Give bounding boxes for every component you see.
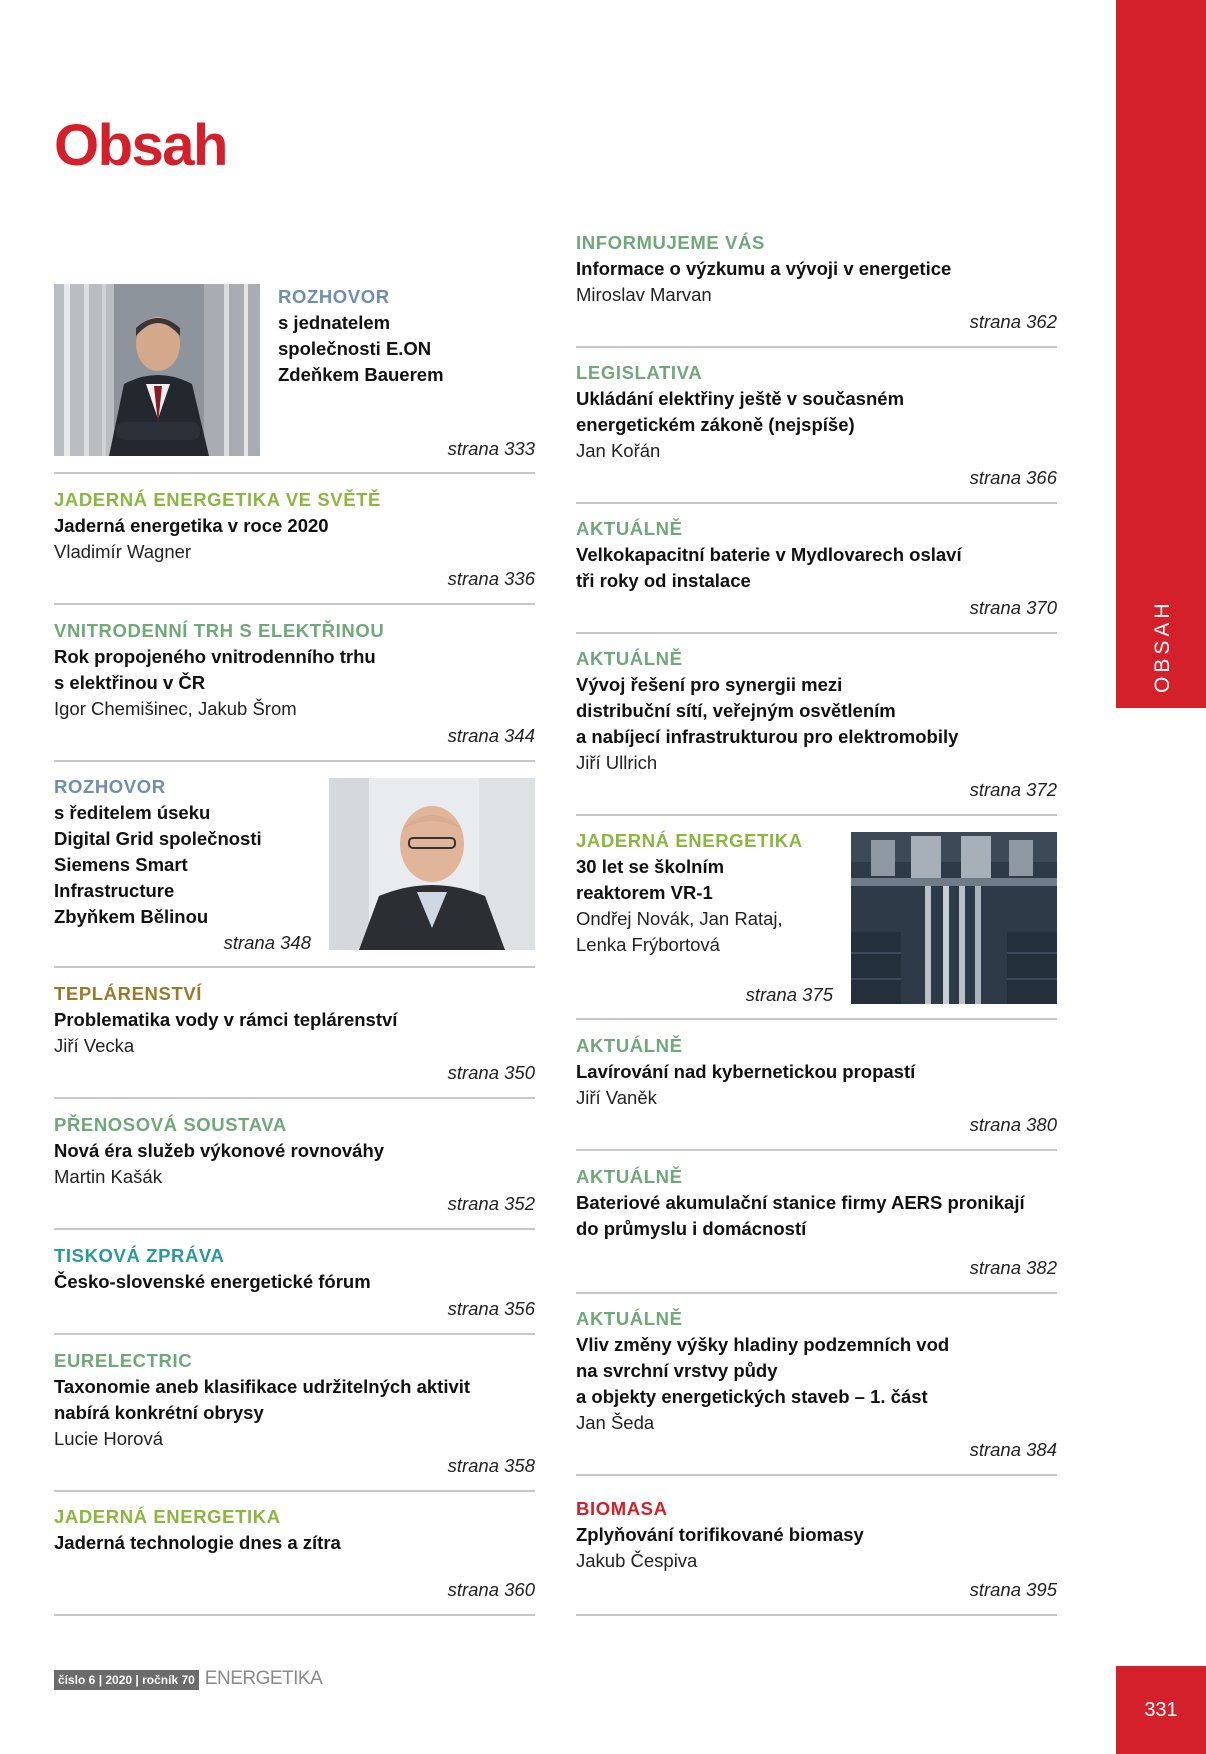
entry-title-line: energetickém zákoně (nejspíše) bbox=[576, 414, 855, 435]
entry-category: BIOMASA bbox=[576, 1498, 668, 1519]
toc-entry-rozhovor-eon[interactable] bbox=[54, 284, 535, 474]
entry-title-line: Vývoj řešení pro synergii mezi bbox=[576, 674, 843, 695]
entry-category: AKTUÁLNĚ bbox=[576, 518, 683, 539]
entry-title-line: Česko-slovenské energetické fórum bbox=[54, 1271, 371, 1292]
entry-title-line: reaktorem VR-1 bbox=[576, 882, 713, 903]
toc-entry-podzemni-vody[interactable] bbox=[576, 1306, 1057, 1476]
entry-title-line: Vliv změny výšky hladiny podzemních vod bbox=[576, 1334, 950, 1355]
entry-title-line: tři roky od instalace bbox=[576, 570, 751, 591]
entry-category: INFORMUJEME VÁS bbox=[576, 232, 765, 253]
entry-title-line: s jednatelem bbox=[278, 312, 391, 333]
entry-page: strana 384 bbox=[969, 1439, 1057, 1460]
bald-man-photo bbox=[329, 778, 535, 950]
entry-title-line: Problematika vody v rámci teplárenství bbox=[54, 1009, 398, 1030]
entry-page: strana 352 bbox=[447, 1193, 535, 1214]
entry-page: strana 356 bbox=[447, 1298, 535, 1319]
entry-title-line: do průmyslu i domácností bbox=[576, 1218, 807, 1239]
entry-page: strana 380 bbox=[969, 1114, 1057, 1135]
entry-page: strana 358 bbox=[447, 1455, 535, 1476]
entry-title-line: Zbyňkem Bělinou bbox=[54, 906, 209, 927]
toc-entry-prenosova-soustava[interactable] bbox=[54, 1112, 535, 1230]
entry-title-line: Informace o výzkumu a vývoji v energetice bbox=[576, 258, 952, 279]
entry-title-line: 30 let se školním bbox=[576, 856, 725, 877]
entry-category: ROZHOVOR bbox=[54, 776, 166, 797]
entry-author: Jan Šeda bbox=[576, 1412, 655, 1433]
entry-page: strana 344 bbox=[447, 725, 535, 746]
entry-category: VNITRODENNÍ TRH S ELEKTŘINOU bbox=[54, 620, 385, 641]
entry-title-line: Infrastructure bbox=[54, 880, 175, 901]
entry-category: AKTUÁLNĚ bbox=[576, 648, 683, 669]
man-in-suit-photo bbox=[54, 284, 260, 456]
entry-author: Martin Kašák bbox=[54, 1166, 162, 1187]
entry-title-line: na svrchní vrstvy půdy bbox=[576, 1360, 778, 1381]
entry-title-line: Nová éra služeb výkonové rovnováhy bbox=[54, 1140, 385, 1161]
entry-title-line: Taxonomie aneb klasifikace udržitelných aktivit bbox=[54, 1376, 471, 1397]
entry-author: Ondřej Novák, Jan Rataj, bbox=[576, 908, 783, 929]
entry-author: Jiří Vaněk bbox=[576, 1087, 657, 1108]
entry-title-line: Digital Grid společnosti bbox=[54, 828, 262, 849]
entry-page: strana 370 bbox=[969, 597, 1057, 618]
entry-author: Vladimír Wagner bbox=[54, 541, 192, 562]
entry-category: JADERNÁ ENERGETIKA bbox=[54, 1506, 281, 1527]
entry-title-line: Jaderná energetika v roce 2020 bbox=[54, 515, 329, 536]
entry-title-line: a nabíjecí infrastrukturou pro elektromobily bbox=[576, 726, 959, 747]
toc-entry-jaderna-svete[interactable] bbox=[54, 487, 535, 605]
entry-author: Miroslav Marvan bbox=[576, 284, 712, 305]
entry-title-line: Jaderná technologie dnes a zítra bbox=[54, 1532, 341, 1553]
toc-entry-teplarenstvi[interactable] bbox=[54, 981, 535, 1099]
entry-author: Jakub Čespiva bbox=[576, 1550, 698, 1571]
entry-title-line: Bateriové akumulační stanice firmy AERS pronikají bbox=[576, 1192, 1025, 1213]
entry-author: Lenka Frýbortová bbox=[576, 934, 720, 955]
toc-entry-reaktor-vr1[interactable] bbox=[576, 828, 1057, 1020]
toc-entry-informujeme-vas[interactable] bbox=[576, 230, 1057, 348]
entry-author: Jan Kořán bbox=[576, 440, 661, 461]
toc-entry-aers-stanice[interactable] bbox=[576, 1164, 1057, 1294]
entry-title-line: Velkokapacitní baterie v Mydlovarech oslaví bbox=[576, 544, 962, 565]
entry-title-line: Zplyňování torifikované biomasy bbox=[576, 1524, 864, 1545]
entry-title-line: Ukládání elektřiny ještě v současném bbox=[576, 388, 905, 409]
entry-category: ROZHOVOR bbox=[278, 286, 390, 307]
toc-entry-tiskova-zprava[interactable] bbox=[54, 1243, 535, 1335]
entry-page: strana 395 bbox=[969, 1579, 1057, 1600]
entry-page: strana 372 bbox=[969, 779, 1057, 800]
entry-page: strana 382 bbox=[969, 1257, 1057, 1278]
entry-category: AKTUÁLNĚ bbox=[576, 1035, 683, 1056]
toc-entry-biomasa[interactable] bbox=[576, 1496, 1057, 1616]
entry-category: EURELECTRIC bbox=[54, 1350, 193, 1371]
entry-page: strana 360 bbox=[447, 1579, 535, 1600]
toc-entry-eurelectric[interactable] bbox=[54, 1348, 535, 1492]
entry-title-line: nabírá konkrétní obrysy bbox=[54, 1402, 264, 1423]
toc-entry-rozhovor-siemens[interactable] bbox=[54, 774, 535, 968]
toc-entry-jaderna-technologie[interactable] bbox=[54, 1504, 535, 1616]
entry-category: LEGISLATIVA bbox=[576, 362, 703, 383]
magazine-logo: ENERGETIKA bbox=[204, 1668, 323, 1689]
entry-title-line: Lavírování nad kybernetickou propastí bbox=[576, 1061, 916, 1082]
toc-entry-legislativa[interactable] bbox=[576, 360, 1057, 504]
entry-author: Igor Chemišinec, Jakub Šrom bbox=[54, 698, 297, 719]
entry-title-line: Siemens Smart bbox=[54, 854, 188, 875]
toc-entry-synergie-distribuce[interactable] bbox=[576, 646, 1057, 816]
footer-issue: číslo 6 | 2020 | ročník 70 bbox=[54, 1670, 199, 1690]
entry-page: strana 350 bbox=[447, 1062, 535, 1083]
entry-page: strana 366 bbox=[969, 467, 1057, 488]
page-footer bbox=[54, 1668, 322, 1690]
entry-title-line: s ředitelem úseku bbox=[54, 802, 211, 823]
section-tab-label: OBSAH bbox=[1151, 599, 1174, 693]
entry-title-line: společnosti E.ON bbox=[278, 338, 432, 359]
toc-entry-baterie-mydlovary[interactable] bbox=[576, 516, 1057, 634]
entry-title-line: distribuční sítí, veřejným osvětlením bbox=[576, 700, 896, 721]
entry-category: TEPLÁRENSTVÍ bbox=[54, 983, 203, 1004]
entry-category: JADERNÁ ENERGETIKA VE SVĚTĚ bbox=[54, 489, 381, 510]
entry-category: JADERNÁ ENERGETIKA bbox=[576, 830, 803, 851]
entry-page: strana 375 bbox=[745, 984, 833, 1005]
entry-category: PŘENOSOVÁ SOUSTAVA bbox=[54, 1114, 287, 1135]
entry-author: Jiří Ullrich bbox=[576, 752, 658, 773]
entry-page: strana 333 bbox=[447, 438, 535, 459]
entry-page: strana 348 bbox=[223, 932, 311, 953]
entry-author: Lucie Horová bbox=[54, 1428, 164, 1449]
toc-entry-kyberneticka-propast[interactable] bbox=[576, 1033, 1057, 1151]
entry-category: AKTUÁLNĚ bbox=[576, 1308, 683, 1329]
entry-category: TISKOVÁ ZPRÁVA bbox=[54, 1245, 225, 1266]
entry-category: AKTUÁLNĚ bbox=[576, 1166, 683, 1187]
entry-page: strana 362 bbox=[969, 311, 1057, 332]
entry-author: Jiří Vecka bbox=[54, 1035, 135, 1056]
page-number: 331 bbox=[1116, 1666, 1206, 1754]
toc-entry-vnitrodenni-trh[interactable] bbox=[54, 618, 535, 762]
entry-page: strana 336 bbox=[447, 568, 535, 589]
entry-title-line: s elektřinou v ČR bbox=[54, 672, 206, 693]
entry-title-line: a objekty energetických staveb – 1. část bbox=[576, 1386, 928, 1407]
reactor-photo bbox=[851, 832, 1057, 1004]
entry-title-line: Rok propojeného vnitrodenního trhu bbox=[54, 646, 376, 667]
entry-title-line: Zdeňkem Bauerem bbox=[278, 364, 444, 385]
page-title: Obsah bbox=[54, 113, 227, 178]
